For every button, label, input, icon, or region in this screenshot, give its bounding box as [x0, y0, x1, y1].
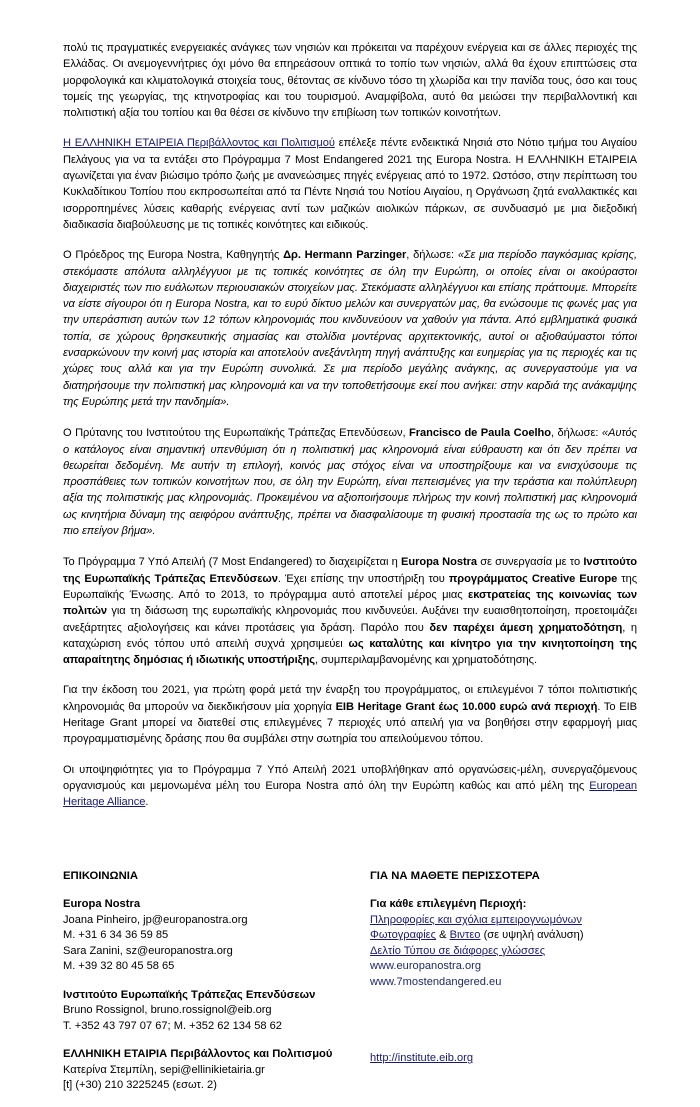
learn-more-subheading: Για κάθε επιλεγμένη Περιοχή:: [370, 898, 527, 911]
link-eib-institute-site[interactable]: http://institute.eib.org: [370, 1052, 473, 1065]
link-line-media: [370, 928, 637, 944]
media-resolution-note: (σε υψηλή ανάλυση): [480, 929, 584, 942]
bold-civil-society-campaign: εκστρατείας της κοινωνίας των πολιτών: [63, 588, 637, 618]
bold-creative-europe: προγράμματος Creative Europe: [448, 572, 618, 585]
paragraph-quote-coelho: [63, 425, 637, 539]
link-photos[interactable]: Φωτογραφίες: [370, 929, 436, 942]
link-video[interactable]: Βιντεο: [449, 929, 481, 942]
link-line-site1: [370, 959, 637, 975]
quote-body-parzinger: «Σε μια περίοδο παγκόσμιας κρίσης, στεκόμαστε απόλυτα αλληλέγγυοι με τις τοπικές κοινότητες σε όλη την Ευρώπη, οι οποίες είναι οι ακούραστοι διαχειριστές των πιο ευάλωτων περιουσιακών στοιχείων μας. Στεκόμαστε αλληλέγγυοι και επίσης πράττουμε. Μπορείτε να είστε σίγουροι ότι η Europa Nostra, και το ευρύ δίκτυο μελών και συνεργατών μας, θα ενώσουμε τις φωνές μας για την υπεράσπιση αυτών των 12 τόπων κληρονομιάς που κινδυνεύουν να χαθούν για πάντα. Από εμβληματικά φυσικά τοπία, σε χώρους θρησκευτικής σημασίας και στολίδια μοντέρνας αρχιτεκτονικής, αυτοί οι αξιοθαύμαστοι τόποι ενσαρκώνουν την κοινή μας ιστορία και αποτελούν ανεξάντλητη πηγή ανάπτυξης και ευημερίας για τις περιοχές και τις χώρες τους αλλά και για την Ευρώπη συνολικά. Σε μια περίοδο μεγάλης ανάγκης, ας συνεργαστούμε για να διατηρήσουμε την πολιτιστική μας κληρονομιά και να την τοποθετήσουμε εκεί που ανήκει: στην καρδιά της ανάκαμψης της Ευρώπης μετά την πανδημία».: [63, 249, 638, 408]
seg-2: . Το EIB Heritage Grant μπορεί να διατεθεί στις επιλεγμένες 7 περιοχές υπό απειλή για να βοηθήσει στην εφαρμογή μιας προγραμματισμένης δράσης που θα συμβάλει στην σωτηρία του απειλούμενου τόπου.: [63, 700, 637, 746]
contact-line: Κατερίνα Στεμπίλη, sepi@ellinikietairia.gr: [63, 1063, 265, 1076]
seg-5: για τη διάσωση της ευρωπαϊκής κληρονομιάς που κινδυνεύει. Αυξάνει την ευαισθητοποίηση, προετοιμάζει ανεξάρτητες αξιολογήσεις και κάνει προτάσεις για δράση. Παρόλο που: [63, 605, 637, 634]
bold-europa-nostra: Europa Nostra: [401, 556, 477, 569]
learn-more-heading: ΓΙΑ ΝΑ ΜΑΘΕΤΕ ΠΕΡΙΣΣΟΤΕΡΑ: [370, 870, 540, 883]
seg-2: .: [145, 796, 149, 809]
seg-3: . Έχει επίσης την υποστήριξη του: [277, 572, 449, 585]
paragraph-text: πολύ τις πραγματικές ενεργειακές ανάγκες των νησιών και πρόκειται να παρέχουν ενέργεια και σε άλλες περιοχές της Ελλάδας. Οι ανεμογεννήτριες όχι μόνο θα επηρεάσουν οπτικά το τοπίο των νησιών, αλλά θα έχουν επιπτώσεις στα μορφολογικά και κλιματολογικά στοιχεία τους, θέτοντας σε κίνδυνο τόσο τη χλωρίδα και την πανίδα τους, όσο και τους τομείς της γεωργίας, της κτηνοτροφίας και του τουρισμού. Αναμφίβολα, αυτό θα μειώσει την περιβαλλοντική και πολιτιστική αξία του τοπίου και θα θέσει σε κίνδυνο την επιβίωση των τοπικών κοινοτήτων.: [63, 42, 637, 120]
section-gap: [63, 824, 637, 846]
contact-line: T. +352 43 797 07 67; M. +352 62 134 58 62: [63, 1019, 282, 1032]
footer-columns: [63, 868, 637, 1107]
contact-line: M. +31 6 34 36 59 85: [63, 929, 169, 942]
quote-intro: Ο Πρύτανης του Ινστιτούτου της Ευρωπαϊκής Τράπεζας Επενδύσεων,: [63, 427, 409, 440]
quote-said: , δήλωσε:: [406, 249, 458, 262]
speaker-name-coelho: Francisco de Paula Coelho: [409, 427, 551, 440]
seg-7: , συμπεριλαμβανομένης και χρηματοδότησης.: [314, 654, 537, 667]
seg-1: Για την έκδοση του 2021, για πρώτη φορά μετά την έναρξη του προγράμματος, οι επιλεγμένοι 7 τόποι πολιτιστικής κληρονομιάς θα μπορούν να διεκδικήσουν μία χορηγία: [63, 684, 637, 713]
contact-org-name: Ινστιτούτο Ευρωπαϊκής Τράπεζας Επενδύσεων: [63, 988, 316, 1001]
link-europanostra-site[interactable]: www.europanostra.org: [370, 960, 481, 973]
quote-said: , δήλωσε:: [550, 427, 602, 440]
contact-line: Joana Pinheiro, jp@europanostra.org: [63, 913, 248, 926]
contact-block-eib-institute: [63, 988, 363, 1035]
link-european-heritage-alliance[interactable]: European Heritage Alliance: [63, 779, 637, 809]
link-7mostendangered-site[interactable]: www.7mostendangered.eu: [370, 975, 502, 988]
seg-6: , η καταχώριση ενός τόπου υπό απειλή συχνά χρησιμεύει: [63, 621, 638, 650]
bold-catalyst-incentive: ως καταλύτης και κίνητρο για την κινητοποίηση της απαραίτητης δημόσιας ή ιδιωτικής υποστήριξης: [63, 637, 638, 667]
link-press-release[interactable]: Δελτίο Τύπου σε διάφορες γλώσσες: [370, 944, 546, 957]
seg-4: της Ευρωπαϊκής Ένωσης. Από το 2013, το πρόγραμμα αυτό αποτελεί μέρος μιας: [63, 572, 637, 601]
link-elliniki-etaireia[interactable]: Η ΕΛΛΗΝΙΚΗ ΕΤΑΙΡΕΙΑ Περιβάλλοντος και Πολιτισμού: [63, 137, 335, 150]
contact-org-name: ΕΛΛΗΝΙΚΗ ΕΤΑΙΡΙΑ Περιβάλλοντος και Πολιτισμού: [63, 1048, 333, 1061]
contact-heading: ΕΠΙΚΟΙΝΩΝΙΑ: [63, 870, 139, 883]
contact-block-elliniki-etairia: [63, 1047, 363, 1094]
paragraph-quote-parzinger: [63, 247, 637, 410]
contact-block-europa-nostra: [63, 897, 363, 975]
contact-line: Bruno Rossignol, bruno.rossignol@eib.org: [63, 1004, 272, 1017]
bold-eib-institute: Ινστιτούτο της Ευρωπαϊκής Τράπεζας Επενδύσεων: [63, 556, 637, 585]
seg-1: Οι υποψηφιότητες για το Πρόγραμμα 7 Υπό Απειλή 2021 υποβλήθηκαν από οργανώσεις-μέλη, συνεργαζόμενους οργανισμούς και μεμονωμένα μέλη του Europa Nostra από όλη την Ευρώπη καθώς και από μέλη της: [63, 763, 637, 792]
contact-line: Sara Zanini, sz@europanostra.org: [63, 944, 233, 957]
link-line-info: [370, 913, 637, 929]
ampersand-separator: &: [435, 929, 450, 942]
paragraph-nominations: [63, 762, 637, 811]
learn-more-links: [370, 897, 637, 990]
seg-2: σε συνεργασία με το: [477, 556, 584, 569]
paragraph-eib-heritage-grant: [63, 682, 637, 747]
paragraph-energy-needs: [63, 40, 637, 121]
paragraph-programme-description: [63, 554, 637, 668]
link-line-press: [370, 944, 637, 960]
paragraph-text: επέλεξε πέντε ενδεικτικά Νησιά στο Νότιο τμήμα του Αιγαίου Πελάγους για να τα εντάξει στο Πρόγραμμα 7 Most Endangered 2021 της Europa Nostra. Η ΕΛΛΗΝΙΚΗ ΕΤΑΙΡΕΙΑ αγωνίζεται για έναν βιώσιμο τρόπο ζωής με ανανεώσιμες πηγές ενέργειας από το 1972. Ωστόσο, στην περίπτωση του Κυκλαδίτικου Τοπίου που εκπροσωπείται από τα Πέντε Νησιά του Νοτίου Αιγαίου, η Οργάνωση ζητά εναλλακτικές και ισορροπημένες λύσεις καθαρής ενέργειας αντί των μαζικών αιολικών πάρκων, σε συνδυασμό με μια διεξοδική διαδικασία διαβούλευσης με τις τοπικές κοινότητες και ειδικούς.: [63, 137, 637, 231]
link-line-site2: [370, 975, 637, 991]
learn-more-column: [363, 868, 637, 1107]
link-gap: [370, 1003, 637, 1051]
quote-body-coelho: «Αυτός ο κατάλογος είναι σημαντική υπενθύμιση ότι η πολιτιστική μας κληρονομιά είναι εύθραυστη και ότι δεν πρέπει να θεωρείται δεδομένη. Με αυτήν τη επιλογή, κοινός μας στόχος είναι να υποστηρίξουμε και να ενισχύσουμε τις προσπάθειες των τοπικών κοινοτήτων που, σε όλη την Ευρώπη, είναι πεπεισμένες για την τεράστια και πολύπλευρη αξία της πολιτιστικής μας κληρονομιάς. Προκειμένου να αξιοποιήσουμε πλήρως την κοινή πολιτιστική μας κληρονομιά ως κινητήρια δύναμη της αειφόρου ανάπτυξης, πρέπει να διασφαλίσουμε τη φυσική προστασία της ως το πρώτο και πιο επείγον βήμα».: [63, 427, 637, 538]
link-line-institute: [370, 1051, 637, 1067]
contact-column: [63, 868, 363, 1107]
contact-org-name: Europa Nostra: [63, 898, 141, 911]
bold-no-direct-funding: δεν παρέχει άμεση χρηματοδότηση: [429, 621, 623, 634]
link-expert-info[interactable]: Πληροφορίες και σχόλια εμπειρογνωμόνων: [370, 913, 582, 926]
paragraph-elliniki-etaireia: [63, 135, 637, 233]
contact-line: M. +39 32 80 45 58 65: [63, 960, 175, 973]
speaker-name-parzinger: Δρ. Hermann Parzinger: [283, 249, 407, 262]
seg-1: Το Πρόγραμμα 7 Υπό Απειλή (7 Most Endangered) το διαχειρίζεται η: [63, 556, 401, 569]
bold-grant-amount: EIB Heritage Grant έως 10.000 ευρώ ανά περιοχή: [335, 700, 598, 713]
quote-intro: Ο Πρόεδρος της Europa Nostra, Καθηγητής: [63, 249, 284, 262]
contact-line: [t] (+30) 210 3225245 (εσωτ. 2): [63, 1079, 217, 1092]
